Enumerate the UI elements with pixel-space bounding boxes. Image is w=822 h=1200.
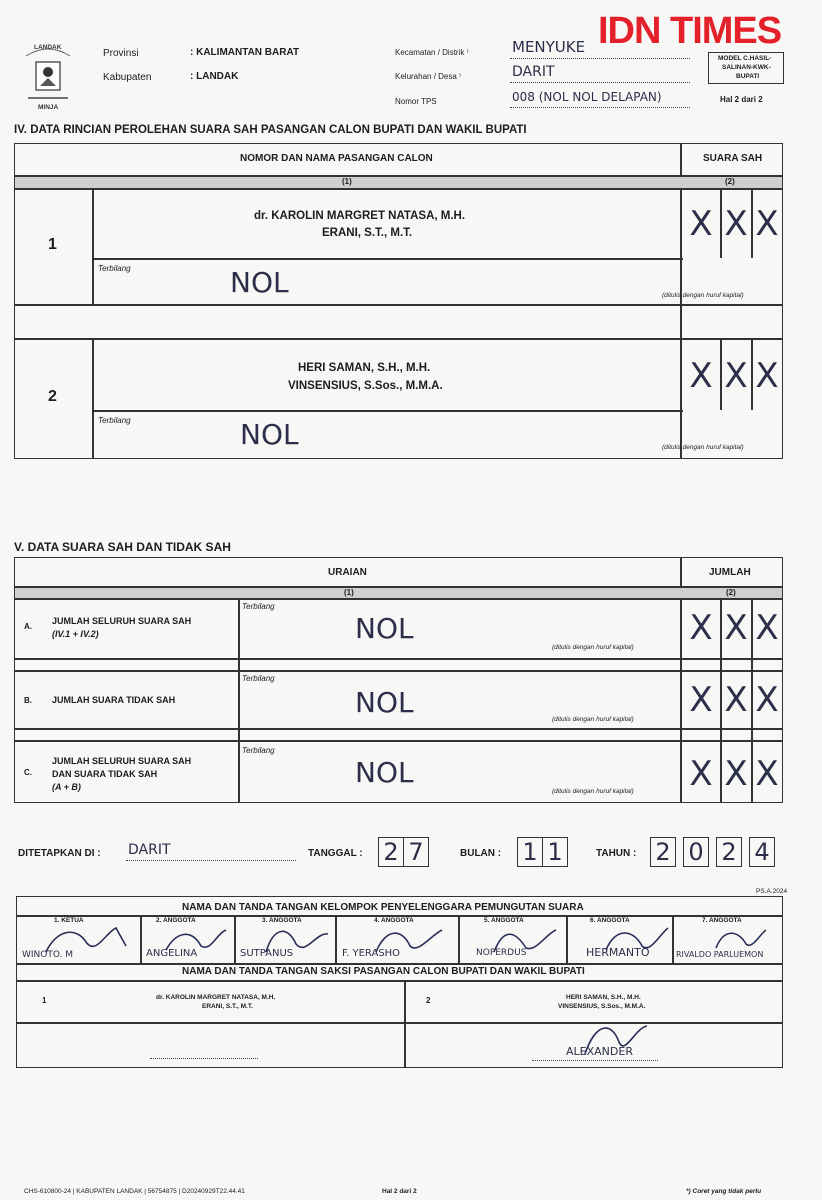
kpps-title: NAMA DAN TANDA TANGAN KELOMPOK PENYELENGGARA PEMUNGUTAN SUARA <box>182 902 584 913</box>
logo-top-text: LANDAK <box>34 44 62 51</box>
row-c-vote-digit-3: X <box>755 754 779 794</box>
tanggal-digit-1: 2 <box>378 837 404 867</box>
section5-col2-header: JUMLAH <box>709 567 751 578</box>
candidate-2-terbilang-label: Terbilang <box>98 416 131 425</box>
candidate-1-name1: dr. KAROLIN MARGRET NATASA, M.H. <box>254 210 466 222</box>
section5-title: V. DATA SUARA SAH DAN TIDAK SAH <box>14 540 231 554</box>
row-b-label1: JUMLAH SUARA TIDAK SAH <box>52 695 176 705</box>
kpu-logo <box>22 42 74 114</box>
member-4-role: 4. ANGGOTA <box>374 917 414 924</box>
row-c-vote-digit-1: X <box>689 754 713 794</box>
member-4-name: F. YERASHO <box>342 948 401 959</box>
model-line-3: BUPATI <box>736 73 760 80</box>
kelurahan-label: Kelurahan / Desa ⁾ <box>395 72 462 81</box>
stamp-code: PS.A.2024 <box>756 888 788 895</box>
saksi-2-number: 2 <box>426 996 431 1005</box>
candidate-2-vote-digit-1: X <box>689 356 713 396</box>
provinsi-label: Provinsi <box>103 48 139 59</box>
header-page: Hal 2 dari 2 <box>720 95 763 104</box>
member-2-role: 2. ANGGOTA <box>156 917 196 924</box>
saksi-1-pair2: ERANI, S.T., M.T. <box>202 1003 253 1010</box>
row-c-vote-digit-2: X <box>724 754 748 794</box>
section4-table <box>14 143 783 459</box>
member-6-name: HERMANTO <box>586 946 650 959</box>
row-c-note: (ditulis dengan huruf kapital) <box>552 788 634 795</box>
place-label: DITETAPKAN DI : <box>18 848 101 859</box>
row-c-label2: DAN SUARA TIDAK SAH <box>52 769 158 779</box>
saksi-title: NAMA DAN TANDA TANGAN SAKSI PASANGAN CALON BUPATI DAN WAKIL BUPATI <box>182 966 585 977</box>
kelurahan-value: DARIT <box>512 64 555 80</box>
candidate-1-vote-digit-2: X <box>724 204 748 244</box>
member-2-name: ANGELINA <box>146 948 198 959</box>
member-6-role: 6. ANGGOTA <box>590 917 630 924</box>
kecamatan-value: MENYUKE <box>512 38 586 56</box>
tahun-label: TAHUN : <box>596 848 637 859</box>
candidate-1-note: (ditulis dengan huruf kapital) <box>662 292 744 299</box>
row-b-terbilang-value: NOL <box>355 686 414 719</box>
bulan-digit-1: 1 <box>517 837 543 867</box>
row-c-label1: JUMLAH SELURUH SUARA SAH <box>52 756 192 766</box>
tanggal-label: TANGGAL : <box>308 848 363 859</box>
row-a-label1: JUMLAH SELURUH SUARA SAH <box>52 616 192 626</box>
tps-label: Nomor TPS <box>395 97 437 106</box>
row-c-terbilang-value: NOL <box>355 756 414 789</box>
member-7-role: 7. ANGGOTA <box>702 917 742 924</box>
row-c-terbilang-label: Terbilang <box>242 746 275 755</box>
model-line-1: MODEL C.HASIL- <box>718 55 772 62</box>
member-3-name: SUTPANUS <box>240 948 294 959</box>
row-a-note: (ditulis dengan huruf kapital) <box>552 644 634 651</box>
saksi-2-signer: ALEXANDER <box>566 1045 633 1058</box>
tanggal-digit-2: 7 <box>403 837 429 867</box>
row-c-letter: C. <box>24 768 32 777</box>
section4-col1-header: NOMOR DAN NAMA PASANGAN CALON <box>240 153 433 164</box>
candidate-2-vote-digit-3: X <box>755 356 779 396</box>
section5-col2-num: (2) <box>726 588 736 597</box>
logo-bottom-text: MINJA <box>38 104 59 111</box>
tahun-digit-1: 2 <box>650 837 676 867</box>
row-a-vote-digit-3: X <box>755 608 779 648</box>
member-1-role: 1. KETUA <box>54 917 84 924</box>
row-a-terbilang-value: NOL <box>355 612 414 645</box>
place-value: DARIT <box>128 842 171 858</box>
candidate-2-note: (ditulis dengan huruf kapital) <box>662 444 744 451</box>
row-a-terbilang-label: Terbilang <box>242 602 275 611</box>
candidate-1-vote-digit-3: X <box>755 204 779 244</box>
row-b-letter: B. <box>24 696 32 705</box>
member-7-name: RIVALDO PARLUEMON <box>676 950 764 959</box>
candidate-2-number: 2 <box>48 388 57 405</box>
row-b-note: (ditulis dengan huruf kapital) <box>552 716 634 723</box>
candidate-1-number: 1 <box>48 236 57 253</box>
member-1-name: WINOTO. M <box>22 950 74 960</box>
footer-note: *) Coret yang tidak perlu <box>686 1188 762 1195</box>
section4-title: IV. DATA RINCIAN PEROLEHAN SUARA SAH PASANGAN CALON BUPATI DAN WAKIL BUPATI <box>14 124 527 136</box>
bulan-digit-2: 1 <box>542 837 568 867</box>
candidate-2-vote-digit-2: X <box>724 356 748 396</box>
provinsi-value: : KALIMANTAN BARAT <box>190 47 300 58</box>
row-a-letter: A. <box>24 622 32 631</box>
row-a-vote-digit-2: X <box>724 608 748 648</box>
footer-page: Hal 2 dari 2 <box>382 1188 417 1195</box>
saksi-1-pair1: dr. KAROLIN MARGRET NATASA, M.H. <box>156 994 276 1001</box>
row-b-vote-digit-2: X <box>724 680 748 720</box>
section4-col2-header: SUARA SAH <box>703 153 763 164</box>
row-b-terbilang-label: Terbilang <box>242 674 275 683</box>
section5-col1-num: (1) <box>344 588 354 597</box>
candidate-1-vote-digit-1: X <box>689 204 713 244</box>
row-c-label3: (A + B) <box>52 782 81 792</box>
tps-value: 008 (NOL NOL DELAPAN) <box>512 90 662 104</box>
section5-col1-header: URAIAN <box>328 567 367 578</box>
kecamatan-label: Kecamatan / Distrik ⁾ <box>395 48 469 57</box>
candidate-1-terbilang-value: NOL <box>230 266 289 299</box>
candidate-2-name1: HERI SAMAN, S.H., M.H. <box>298 362 431 374</box>
candidate-1-terbilang-label: Terbilang <box>98 264 131 273</box>
kabupaten-value: : LANDAK <box>190 71 239 82</box>
member-5-name: NOPERDUS <box>476 948 527 958</box>
bulan-label: BULAN : <box>460 848 502 859</box>
member-5-role: 5. ANGGOTA <box>484 917 524 924</box>
section4-col1-num: (1) <box>342 177 352 186</box>
model-line-2: SALINAN-KWK- <box>722 64 771 71</box>
tahun-digit-3: 2 <box>716 837 742 867</box>
kabupaten-label: Kabupaten <box>103 72 152 83</box>
row-a-vote-digit-1: X <box>689 608 713 648</box>
footer-code: CHS-610800-24 | KABUPATEN LANDAK | 56754875 | D20240929T22.44.41 <box>24 1188 245 1195</box>
candidate-1-name2: ERANI, S.T., M.T. <box>322 227 413 239</box>
watermark-idn-times: IDN TIMES <box>598 10 782 52</box>
tahun-digit-2: 0 <box>683 837 709 867</box>
candidate-2-terbilang-value: NOL <box>240 418 299 451</box>
row-a-label2: (IV.1 + IV.2) <box>52 629 99 639</box>
saksi-2-pair2: VINSENSIUS, S.Sos., M.M.A. <box>558 1003 646 1010</box>
tahun-digit-4: 4 <box>749 837 775 867</box>
saksi-1-number: 1 <box>42 996 47 1005</box>
section4-col2-num: (2) <box>725 177 735 186</box>
member-3-role: 3. ANGGOTA <box>262 917 302 924</box>
candidate-2-name2: VINSENSIUS, S.Sos., M.M.A. <box>288 380 443 392</box>
row-b-vote-digit-1: X <box>689 680 713 720</box>
row-b-vote-digit-3: X <box>755 680 779 720</box>
saksi-2-pair1: HERI SAMAN, S.H., M.H. <box>566 994 641 1001</box>
